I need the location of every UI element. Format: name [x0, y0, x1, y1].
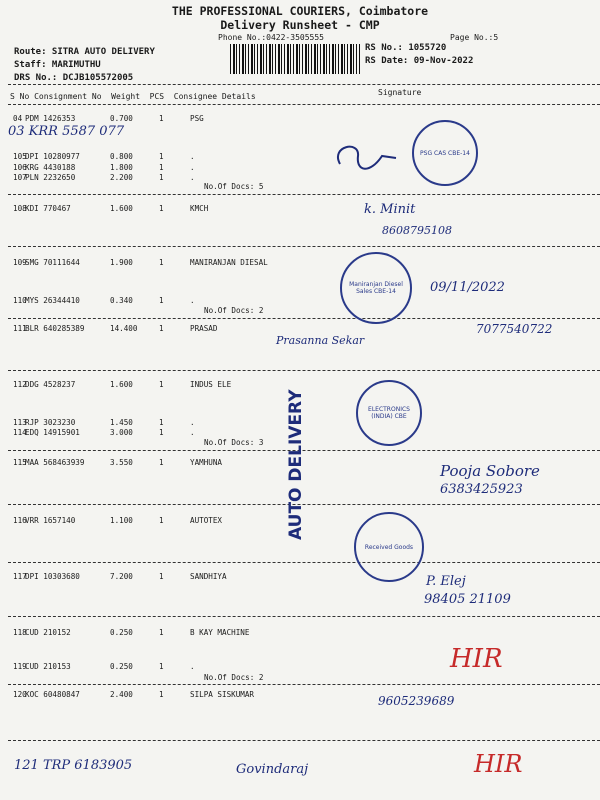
- divider: [8, 318, 600, 319]
- divider: [8, 370, 600, 371]
- divider: [8, 616, 600, 617]
- docs-count: No.Of Docs: 2: [204, 673, 264, 682]
- rs-date: RS Date: 09-Nov-2022: [365, 56, 474, 66]
- psg-stamp: PSG CAS CBE-14: [412, 120, 478, 186]
- handwritten-signature: Pooja Sobore: [440, 462, 540, 480]
- handwritten-date: 09/11/2022: [430, 280, 505, 295]
- drs-number: DRS No.: DCJB105572005: [14, 73, 134, 83]
- docs-count: No.Of Docs: 3: [204, 438, 264, 447]
- docs-count: No.Of Docs: 5: [204, 182, 264, 191]
- phone-number: Phone No.:0422-3505555: [218, 33, 324, 42]
- divider: [8, 84, 600, 85]
- divider: [8, 684, 600, 685]
- auto-delivery-stamp: AUTO DELIVERY: [286, 389, 306, 540]
- signature-scribble: [330, 136, 400, 176]
- company-name: THE PROFESSIONAL COURIERS, Coimbatore: [171, 4, 429, 18]
- divider: [8, 104, 600, 105]
- received-goods-stamp: Received Goods: [354, 512, 424, 582]
- handwritten-phone: 98405 21109: [424, 592, 511, 607]
- handwritten-note: 03 KRR 5587 077: [8, 124, 125, 139]
- runsheet-title: Delivery Runsheet - CMP: [220, 18, 380, 32]
- handwritten-remark: HIR: [474, 750, 523, 778]
- indus-stamp: ELECTRONICS (INDIA) CBE: [356, 380, 422, 446]
- divider: [8, 740, 600, 741]
- docs-count: No.Of Docs: 2: [204, 306, 264, 315]
- divider: [8, 194, 600, 195]
- rs-number: RS No.: 1055720: [365, 43, 447, 53]
- handwritten-signature: k. Minit: [364, 202, 416, 217]
- divider: [8, 246, 600, 247]
- handwritten-entry: 121 TRP 6183905: [14, 758, 133, 773]
- page-number: Page No.:5: [450, 33, 499, 42]
- handwritten-remark: HIR: [450, 644, 503, 674]
- staff-label: Staff: MARIMUTHU: [14, 60, 101, 70]
- handwritten-signature: Prasanna Sekar: [276, 334, 365, 347]
- document-header: [0, 4, 600, 32]
- handwritten-phone: 8608795108: [382, 224, 452, 237]
- signature-header: Signature: [378, 88, 422, 97]
- column-header: S No Consignment No Weight PCS Consignee Details: [10, 92, 256, 101]
- handwritten-phone: 7077540722: [476, 322, 553, 336]
- handwritten-signature: Govindaraj: [236, 762, 309, 777]
- handwritten-signature: P. Elej: [426, 574, 466, 589]
- handwritten-phone: 9605239689: [378, 694, 455, 708]
- barcode: [230, 44, 360, 74]
- maniranjan-stamp: Maniranjan Diesel Sales CBE-14: [340, 252, 412, 324]
- handwritten-phone: 6383425923: [440, 482, 523, 497]
- route-label: Route: SITRA AUTO DELIVERY: [14, 47, 155, 57]
- divider: [8, 562, 600, 563]
